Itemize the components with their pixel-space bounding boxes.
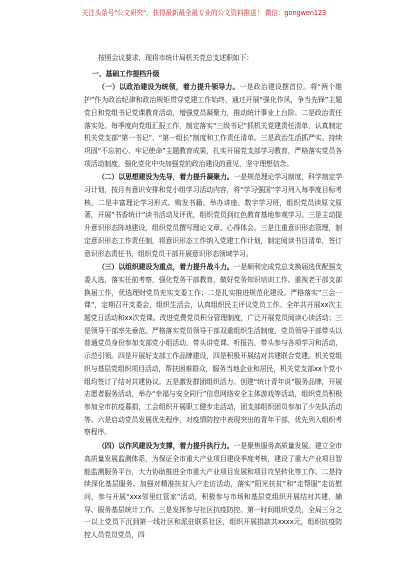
paragraph-2-heading: （二）以思想建设为先导，着力提升凝聚力。: [98, 173, 234, 182]
paragraph-3-heading: （三）以组织建设为重点，着力提升战斗力。: [98, 263, 234, 272]
banner-text: 关注头条号"公文研究"，获得最新最全最专业的公文资料推送！ 微信：gongwen123: [81, 9, 327, 17]
section-1-title: 一、基础工作提档升级: [92, 69, 160, 78]
paragraph-2: [84, 171, 342, 260]
paragraph-1: [84, 81, 342, 170]
paragraph-2-body: 一是规范理论学习制度，科学制定学习计划，按月有意识安排和党小组学习活动内容，将“学习强国”学习列入每季度目标考核。二是丰富理论学习形式。购发书籍、举办讲座、数字学习班，组织党员读原文原著，开展“书香统计”读书活动及评优，组织党员到红色教育基地参观学习。三是主动提升意识形态阵地建设，组织党员撰写理论文章、心得体会。三是注重意识形态管理，制定意识形态工作责任制，将意识形态工作纳入党建工作计划，制定阅读书目清单，签订意识形态责任书，组织党员干部开展意识形态领域学习。: [84, 173, 342, 258]
paragraph-1-heading: （一）以政治建设为统领，着力提升领导力。: [98, 83, 240, 92]
paragraph-4: [84, 440, 342, 542]
document-body: [84, 52, 342, 542]
paragraph-3: [84, 261, 342, 439]
intro-paragraph: 按照会议要求，现将市统计局机关党总支述职如下：: [98, 54, 254, 62]
paragraph-3-body: 一是顺利完成党总支换届选优配强支委人选，落实任前考察，强化党务干部教育，做好党务知识培训工作。重视老干部支部换届工作，优选理财党员充实支委工作；二是扎实推进规范化建设。严格落实“三会一课”，定期召开支委会，组织生活会，认真组织民主评议党员工作。全年共开展xx次主题党日活动和xx次党课。改进党费党员积分管理制度，广泛开展党员阅读心读活动；三是领导干部率先垂范。严格落实党员领导干部双重组织生活制度，党员领导干部带头以普通党员身份参加支部党小组活动，带头讲党课、听报告，带头参与各项学习和活动，示范引领。四是开展好支部工作品牌建设，四是积极开展结对共建联合党建。机关党组织与基层党组织项目活动，帮扶困难群众，服务当地企业和居民，机关党支部xx个党小组均签订了结对共建协议。五是激发群团组织活力。创建“统计青年说”服务品牌，开展志愿者服务活动，举办“幸福与安全同行”信息网络安全主体游戏等活动，组织党员积极参加全市抗疫募捐，工会组织开展职工健步走活动，团支部组织团员参加了少先队活动等。六是启动党员发展优先程序，对疫情防控中表现突出的青年干部，优先列入组织考察程序。: [84, 263, 342, 437]
paragraph-1-body: 一是政治建设摆首位。将“两个维护”作为政治纪律和政治规矩贯穿党建工作始终，通过开展“强化作风，争当先锋”主题党日和党组书记党课教育活动，增强党员凝聚力，推动统计事业上台阶。二是政治责任落实处。每季度向党组汇报工作，制定落实“三级书记”抓机关党建责任清单，认真制定机关党支部“第一书记”、“第一组长”制度和工作责任清单。三是政治生活抓严实。持续巩固“不忘初心、牢记使命”主题教育成果，扎实开展党支部学习教育，严格落实党员各项活动制度，强化党化中央加强党的政治建设的意见，坚守理想信念。: [84, 83, 342, 168]
paragraph-4-body: 一是聚焦服务高质量发展。建立全市高质量发展监测体系，为保证全市重大产业项目建设季度考核，建设了重大产业项目智能监测服务平台，大力协助推进全市重大产业项目发展和项目攻坚转化等工作。二是持续深化基层服务。加强对精准扶贫入户走访活动，落实“阳光扶贫”和“走帮服”走访慰问，参与开展“xxx邻里红管家”活动，积极参与市场和基层党组织开展结对共建，辅导、服务基层统计工作。三是发挥参与社区抗疫防控。第一时间组织党员，全局三分之一以上党员下沉到第一线社区和派驻联系社区，组织开展捐款共xxxx元，组织抗疫防控人员党员党员，四: [84, 442, 342, 540]
paragraph-4-heading: （四）以作风建设为支撑，着力提升执行力。: [98, 442, 234, 451]
top-banner: [0, 0, 408, 20]
